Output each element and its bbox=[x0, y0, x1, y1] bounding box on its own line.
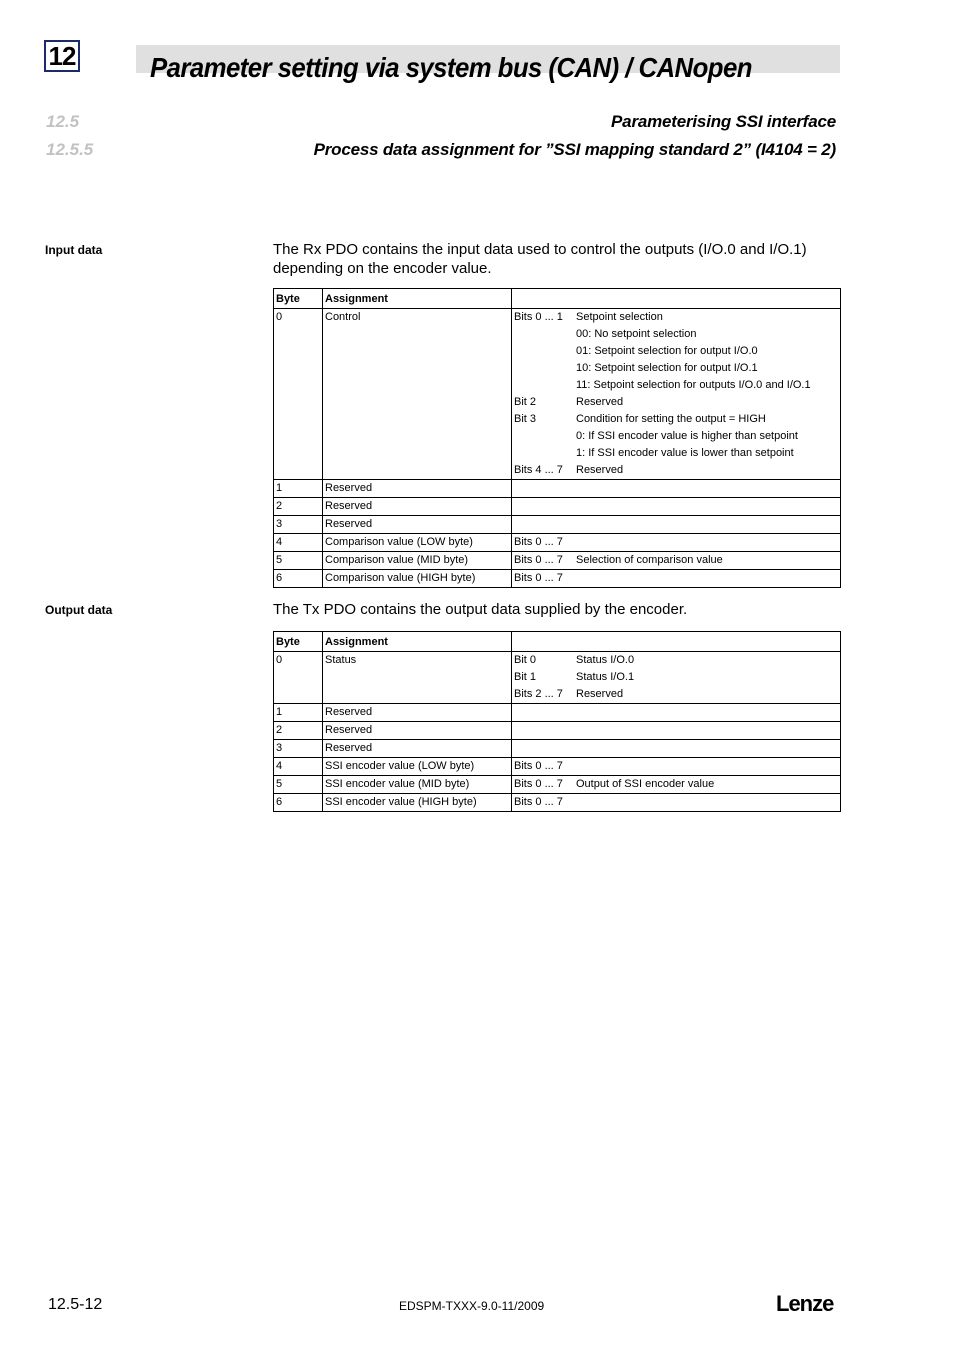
table-row bbox=[274, 360, 841, 377]
byte-cell: 5 bbox=[274, 776, 323, 794]
bits-cell: Bits 0 ... 7 bbox=[512, 534, 575, 552]
table-header bbox=[274, 289, 841, 309]
bits-cell bbox=[512, 377, 575, 394]
bits-cell: Bits 0 ... 1 bbox=[514, 311, 563, 323]
table-row bbox=[274, 480, 841, 498]
byte-cell: 3 bbox=[274, 740, 323, 758]
description-cell bbox=[574, 498, 841, 516]
byte-cell: 6 bbox=[274, 570, 323, 588]
table-row bbox=[274, 776, 841, 794]
bits-cell: Bits 0 ... 7 bbox=[512, 794, 575, 812]
description-cell: Condition for setting the output = HIGH bbox=[574, 411, 841, 428]
header-blank bbox=[574, 632, 841, 652]
byte-cell: 1 bbox=[274, 704, 323, 722]
bits-cell bbox=[512, 480, 575, 498]
table-row bbox=[274, 669, 841, 686]
table-row bbox=[274, 722, 841, 740]
assignment-cell: Comparison value (MID byte) bbox=[323, 552, 512, 570]
byte-cell bbox=[274, 326, 323, 343]
assignment-cell bbox=[323, 445, 512, 462]
table-row bbox=[274, 534, 841, 552]
description-cell bbox=[574, 758, 841, 776]
description-cell: Setpoint selection bbox=[574, 309, 841, 327]
assignment-cell bbox=[323, 428, 512, 445]
header-assignment: Assignment bbox=[323, 289, 512, 309]
description-cell bbox=[574, 516, 841, 534]
description-cell: Reserved bbox=[574, 686, 841, 704]
document-id: EDSPM-TXXX-9.0-11/2009 bbox=[399, 1299, 545, 1313]
assignment-cell: Control bbox=[323, 309, 512, 327]
input-data-label: Input data bbox=[45, 243, 103, 257]
header-assignment: Assignment bbox=[323, 632, 512, 652]
header-blank bbox=[512, 289, 575, 309]
description-cell: Status I/O.1 bbox=[574, 669, 841, 686]
description-cell: Selection of comparison value bbox=[574, 552, 841, 570]
byte-cell bbox=[274, 411, 323, 428]
assignment-cell bbox=[323, 377, 512, 394]
table-row bbox=[274, 704, 841, 722]
bits-cell: Bits 0 ... 7 bbox=[512, 776, 575, 794]
table-row bbox=[274, 462, 841, 480]
table-row bbox=[274, 686, 841, 704]
bits-cell bbox=[512, 445, 575, 462]
bits-cell: Bits 2 ... 7 bbox=[514, 688, 563, 700]
bits-cell: Bit 1 bbox=[514, 671, 537, 683]
assignment-cell: Reserved bbox=[323, 498, 512, 516]
assignment-cell: Comparison value (HIGH byte) bbox=[323, 570, 512, 588]
table-row bbox=[274, 498, 841, 516]
bits-cell bbox=[512, 360, 575, 377]
assignment-cell bbox=[323, 462, 512, 480]
input-data-description: The Rx PDO contains the input data used to control the outputs (I/O.0 and I/O.1) depending on the encoder value. bbox=[273, 241, 807, 277]
header-blank bbox=[512, 632, 575, 652]
byte-cell bbox=[274, 394, 323, 411]
table-row bbox=[274, 394, 841, 411]
output-data-description: The Tx PDO contains the output data supplied by the encoder. bbox=[273, 601, 688, 618]
byte-cell bbox=[274, 686, 323, 704]
description-cell: Reserved bbox=[574, 394, 841, 411]
description-cell bbox=[574, 534, 841, 552]
output-data-label: Output data bbox=[45, 603, 113, 617]
table-row bbox=[274, 552, 841, 570]
lenze-logo: Lenze bbox=[776, 1291, 834, 1316]
table-row bbox=[274, 652, 841, 670]
chapter-number-box: 12 bbox=[44, 40, 80, 72]
bits-cell: Bits 4 ... 7 bbox=[514, 464, 563, 476]
bits-cell: Bit 3 bbox=[514, 413, 537, 425]
bits-cell: Bits 0 ... 7 bbox=[512, 552, 575, 570]
description-cell: 11: Setpoint selection for outputs I/O.0 and I/O.1 bbox=[574, 377, 841, 394]
assignment-cell bbox=[323, 686, 512, 704]
bits-cell bbox=[512, 704, 575, 722]
assignment-cell: Reserved bbox=[323, 704, 512, 722]
assignment-cell: SSI encoder value (HIGH byte) bbox=[323, 794, 512, 812]
description-cell bbox=[574, 480, 841, 498]
bits-cell: Bit 2 bbox=[514, 396, 537, 408]
bits-cell bbox=[512, 722, 575, 740]
bits-cell: Bit 0 bbox=[514, 654, 537, 666]
description-cell: 1: If SSI encoder value is lower than setpoint bbox=[574, 445, 841, 462]
byte-cell bbox=[274, 428, 323, 445]
table-row bbox=[274, 740, 841, 758]
description-cell: 01: Setpoint selection for output I/O.0 bbox=[574, 343, 841, 360]
header-byte: Byte bbox=[274, 632, 323, 652]
table-row bbox=[274, 326, 841, 343]
description-cell bbox=[574, 722, 841, 740]
table-row bbox=[274, 428, 841, 445]
subsection-title: Process data assignment for ”SSI mapping standard 2” (I4104 = 2) bbox=[313, 140, 836, 159]
assignment-cell: Reserved bbox=[323, 722, 512, 740]
table-row bbox=[274, 309, 841, 327]
bits-cell bbox=[512, 740, 575, 758]
assignment-cell bbox=[323, 343, 512, 360]
assignment-cell bbox=[323, 411, 512, 428]
description-cell bbox=[574, 570, 841, 588]
assignment-cell bbox=[323, 360, 512, 377]
description-cell: 0: If SSI encoder value is higher than setpoint bbox=[574, 428, 841, 445]
bits-cell bbox=[512, 498, 575, 516]
bits-cell bbox=[512, 428, 575, 445]
byte-cell: 4 bbox=[274, 534, 323, 552]
description-cell: 10: Setpoint selection for output I/O.1 bbox=[574, 360, 841, 377]
output-data-table bbox=[273, 631, 841, 812]
bits-cell bbox=[512, 326, 575, 343]
byte-cell: 2 bbox=[274, 498, 323, 516]
byte-cell bbox=[274, 669, 323, 686]
assignment-cell: SSI encoder value (LOW byte) bbox=[323, 758, 512, 776]
input-data-table bbox=[273, 288, 841, 588]
section-number: 12.5 bbox=[46, 112, 80, 131]
table-header bbox=[274, 632, 841, 652]
description-cell bbox=[574, 794, 841, 812]
section-title: Parameterising SSI interface bbox=[611, 112, 836, 131]
description-cell: Output of SSI encoder value bbox=[574, 776, 841, 794]
table-row bbox=[274, 343, 841, 360]
byte-cell: 3 bbox=[274, 516, 323, 534]
byte-cell bbox=[274, 343, 323, 360]
page-number: 12.5-12 bbox=[48, 1296, 103, 1313]
byte-cell bbox=[274, 377, 323, 394]
table-row bbox=[274, 758, 841, 776]
table-row bbox=[274, 411, 841, 428]
bits-cell bbox=[512, 343, 575, 360]
table-row bbox=[274, 516, 841, 534]
byte-cell bbox=[274, 462, 323, 480]
header-byte: Byte bbox=[274, 289, 323, 309]
assignment-cell bbox=[323, 669, 512, 686]
description-cell bbox=[574, 740, 841, 758]
assignment-cell bbox=[323, 326, 512, 343]
byte-cell: 4 bbox=[274, 758, 323, 776]
bits-cell: Bits 0 ... 7 bbox=[512, 570, 575, 588]
table-row bbox=[274, 445, 841, 462]
description-cell: 00: No setpoint selection bbox=[574, 326, 841, 343]
byte-cell: 1 bbox=[274, 480, 323, 498]
byte-cell: 5 bbox=[274, 552, 323, 570]
assignment-cell: SSI encoder value (MID byte) bbox=[323, 776, 512, 794]
header-blank bbox=[574, 289, 841, 309]
assignment-cell bbox=[323, 394, 512, 411]
byte-cell: 2 bbox=[274, 722, 323, 740]
byte-cell: 0 bbox=[274, 309, 323, 327]
byte-cell: 6 bbox=[274, 794, 323, 812]
table-row bbox=[274, 377, 841, 394]
description-cell: Reserved bbox=[574, 462, 841, 480]
byte-cell bbox=[274, 445, 323, 462]
byte-cell: 0 bbox=[274, 652, 323, 670]
bits-cell bbox=[512, 516, 575, 534]
assignment-cell: Reserved bbox=[323, 480, 512, 498]
description-cell bbox=[574, 704, 841, 722]
assignment-cell: Comparison value (LOW byte) bbox=[323, 534, 512, 552]
assignment-cell: Status bbox=[323, 652, 512, 670]
subsection-number: 12.5.5 bbox=[46, 140, 94, 159]
assignment-cell: Reserved bbox=[323, 740, 512, 758]
assignment-cell: Reserved bbox=[323, 516, 512, 534]
page-title: Parameter setting via system bus (CAN) / CANopen bbox=[150, 52, 752, 83]
byte-cell bbox=[274, 360, 323, 377]
table-row bbox=[274, 794, 841, 812]
bits-cell: Bits 0 ... 7 bbox=[512, 758, 575, 776]
table-row bbox=[274, 570, 841, 588]
description-cell: Status I/O.0 bbox=[574, 652, 841, 670]
